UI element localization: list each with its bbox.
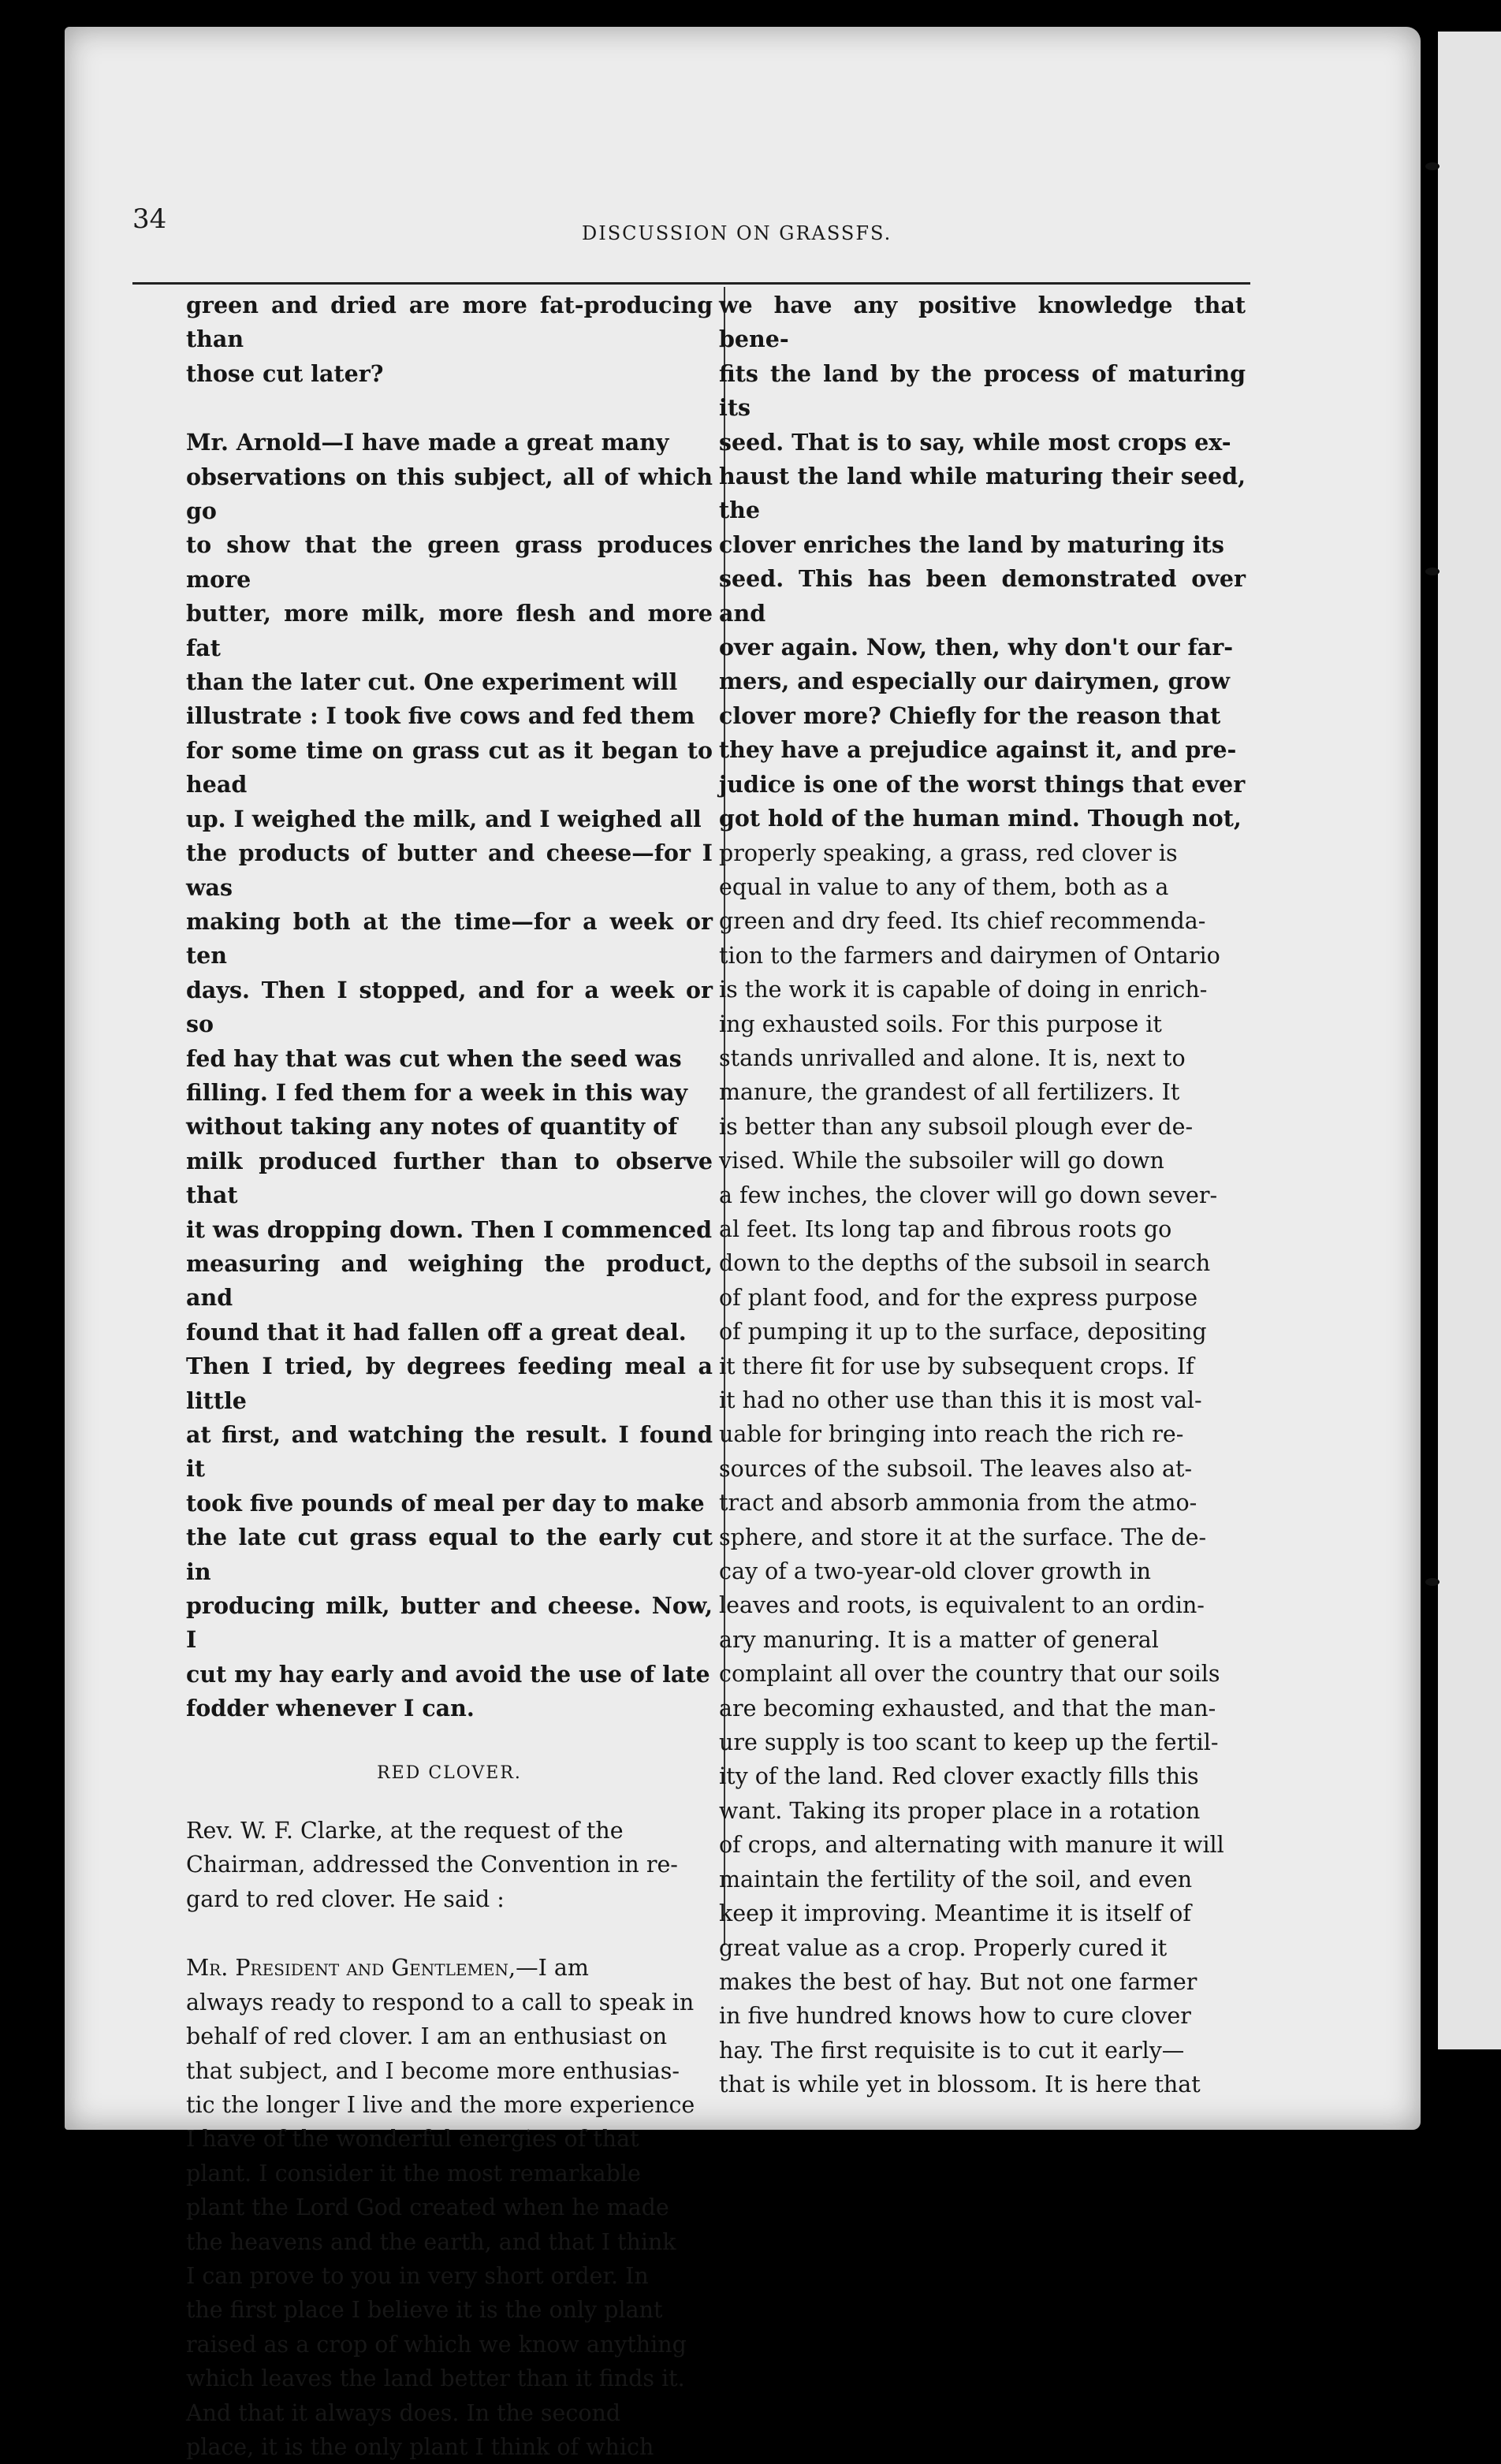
binding-thread-mark	[1425, 568, 1440, 575]
text-line: it was dropping down. Then I commenced	[186, 1215, 713, 1243]
text-line: vised. While the subsoiler will go down	[719, 1148, 1164, 1174]
text-line: the heavens and the earth, and that I think	[186, 2228, 676, 2255]
text-line: seed. That is to say, while most crops ex-	[719, 428, 1231, 456]
text-line: tract and absorb ammonia from the atmo-	[719, 1490, 1197, 1517]
text-line: the first place I believe it is the only plant	[186, 2297, 663, 2324]
text-line: sources of the subsoil. The leaves also at-	[719, 1455, 1193, 1482]
text-line: maintain the fertility of the soil, and even	[719, 1866, 1193, 1893]
text-line: Rev. W. F. Clarke, at the request of the	[186, 1818, 624, 1844]
text-line: got hold of the human mind. Though not,	[719, 805, 1242, 832]
paragraph-speech	[186, 1951, 713, 2464]
text-line: want. Taking its proper place in a rotation	[719, 1797, 1201, 1824]
text-line: ing exhausted soils. For this purpose it	[719, 1011, 1162, 1037]
page-number: 34	[132, 203, 167, 235]
header-rule	[132, 282, 1250, 285]
text-line: haust the land while maturing their seed, the	[719, 463, 1246, 524]
text-line: without taking any notes of quantity of	[186, 1113, 678, 1141]
text-line: for some time on grass cut as it began to head	[186, 736, 713, 798]
text-line: measuring and weighing the product, and	[186, 1249, 713, 1312]
salutation: Mr. President and Gentlemen,	[186, 1955, 516, 1982]
text-line: those cut later?	[186, 359, 384, 387]
text-line: keep it improving. Meantime it is itself of	[719, 1900, 1191, 1927]
text-line: clover more? Chiefly for the reason that	[719, 702, 1221, 729]
text-line: gard to red clover. He said :	[186, 1885, 505, 1912]
text-line: plant the Lord God created when he made	[186, 2194, 669, 2221]
text-line: is the work it is capable of doing in enrich-	[719, 977, 1208, 1003]
text-line: down to the depths of the subsoil in search	[719, 1250, 1211, 1277]
text-line: which leaves the land better than it finds it.	[186, 2365, 685, 2392]
text-line: found that it had fallen off a great deal.	[186, 1318, 687, 1346]
text-line: tic the longer I live and the more experience	[186, 2091, 695, 2118]
text-line: I can prove to you in very short order. In	[186, 2262, 649, 2289]
text-line: green and dry feed. Its chief recommenda-	[719, 908, 1206, 935]
text-line: plant. I consider it the most remarkable	[186, 2160, 641, 2187]
text-line: cay of a two-year-old clover growth in	[719, 1558, 1151, 1585]
running-head: DISCUSSION ON GRASSFS.	[582, 222, 892, 244]
text-line: is better than any subsoil plough ever de-	[719, 1113, 1194, 1140]
text-line: fits the land by the process of maturing its	[719, 359, 1246, 422]
section-heading: RED CLOVER.	[377, 1762, 522, 1783]
text-line: seed. This has been demonstrated over and	[719, 565, 1246, 627]
text-line: green and dried are more fat-producing than	[186, 292, 713, 353]
text-line: that is while yet in blossom. It is here that	[719, 2071, 1201, 2098]
text-line: equal in value to any of them, both as a	[719, 873, 1169, 900]
text-line: ure supply is too scant to keep up the fertil-	[719, 1729, 1219, 1756]
binding-thread-mark	[1425, 162, 1440, 170]
text-line: ary manuring. It is a matter of general	[719, 1626, 1159, 1653]
text-line: are becoming exhausted, and that the man-	[719, 1695, 1216, 1721]
text-line: of crops, and alternating with manure it will	[719, 1832, 1224, 1859]
text-line: of pumping it up to the surface, depositing	[719, 1319, 1207, 1346]
text-line: filling. I fed them for a week in this way	[186, 1078, 688, 1106]
text-line: days. Then I stopped, and for a week or so	[186, 976, 713, 1038]
text-line: producing milk, butter and cheese. Now, I	[186, 1592, 713, 1654]
text-line: And that it always does. In the second	[186, 2399, 621, 2426]
text-line: properly speaking, a grass, red clover is	[719, 839, 1178, 866]
text-line: clover enriches the land by maturing its	[719, 530, 1224, 558]
text-line: a few inches, the clover will go down sever-	[719, 1182, 1218, 1208]
paragraph-arnold	[186, 426, 713, 1725]
text-line: al feet. Its long tap and fibrous roots go	[719, 1215, 1172, 1242]
text-line: —I am	[516, 1955, 589, 1982]
text-line: behalf of red clover. I am an enthusiast on	[186, 2023, 668, 2050]
text-line: they have a prejudice against it, and pre-	[719, 736, 1237, 764]
text-line: Chairman, addressed the Convention in re-	[186, 1852, 678, 1878]
text-line: hay. The first requisite is to cut it early—	[719, 2037, 1185, 2064]
text-line: than the later cut. One experiment will	[186, 668, 678, 696]
text-line: cut my hay early and avoid the use of late	[186, 1660, 710, 1688]
text-line: up. I weighed the milk, and I weighed all	[186, 805, 702, 832]
text-line: leaves and roots, is equivalent to an ordin-	[719, 1592, 1205, 1619]
text-line: place, it is the only plant I think of which	[186, 2433, 654, 2460]
text-line: I have of the wonderful energies of that	[186, 2126, 639, 2153]
text-line: great value as a crop. Properly cured it	[719, 1934, 1168, 1961]
text-line: to show that the green grass produces more	[186, 531, 713, 593]
text-line: of plant food, and for the express purpose	[719, 1284, 1198, 1311]
text-line: judice is one of the worst things that ever	[719, 770, 1246, 798]
text-line: stands unrivalled and alone. It is, next to	[719, 1044, 1186, 1071]
binding-thread-mark	[1425, 1578, 1440, 1586]
text-line: Then I tried, by degrees feeding meal a little	[186, 1353, 713, 1414]
text-line: milk produced further than to observe that	[186, 1147, 713, 1209]
text-line: that subject, and I become more enthusias-	[186, 2057, 680, 2084]
text-line: fed hay that was cut when the seed was	[186, 1044, 682, 1072]
paragraph-continued	[719, 288, 1246, 2102]
text-line: butter, more milk, more flesh and more fat	[186, 600, 713, 661]
text-line: sphere, and store it at the surface. The de-	[719, 1524, 1207, 1550]
text-line: the late cut grass equal to the early cut in	[186, 1524, 713, 1585]
text-line: manure, the grandest of all fertilizers. It	[719, 1079, 1180, 1106]
text-line: took five pounds of meal per day to make	[186, 1489, 705, 1517]
text-line: in five hundred knows how to cure clover	[719, 2003, 1191, 2030]
text-line: always ready to respond to a call to speak in	[186, 1989, 695, 2015]
right-column	[719, 288, 1246, 2102]
text-line: the products of butter and cheese—for I was	[186, 839, 713, 901]
text-line: uable for bringing into reach the rich re-	[719, 1421, 1184, 1448]
text-line: it there fit for use by subsequent crops. If	[719, 1353, 1194, 1379]
text-line: observations on this subject, all of which go	[186, 463, 713, 525]
text-line: makes the best of hay. But not one farmer	[719, 1968, 1197, 1995]
text-line: making both at the time—for a week or ten	[186, 907, 713, 970]
text-line: fodder whenever I can.	[186, 1695, 475, 1722]
text-line: it had no other use than this it is most val-	[719, 1387, 1202, 1413]
text-line: we have any positive knowledge that bene-	[719, 292, 1246, 353]
text-line: mers, and especially our dairymen, grow	[719, 668, 1231, 695]
text-line: Mr. Arnold—I have made a great many	[186, 429, 669, 456]
left-column	[186, 288, 713, 2464]
text-line: ity of the land. Red clover exactly fills this	[719, 1763, 1199, 1790]
text-line: tion to the farmers and dairymen of Ontario	[719, 942, 1220, 969]
text-line: illustrate : I took five cows and fed them	[186, 702, 695, 730]
paragraph-question	[186, 288, 713, 391]
text-line: raised as a crop of which we know anything	[186, 2331, 687, 2358]
paragraph-intro	[186, 1814, 713, 1916]
adjacent-page-edge	[1438, 32, 1501, 2049]
text-line: over again. Now, then, why don't our far-	[719, 634, 1234, 661]
text-line: at first, and watching the result. I found it	[186, 1421, 713, 1483]
page-header	[132, 203, 1252, 251]
text-line: complaint all over the country that our soils	[719, 1661, 1220, 1688]
